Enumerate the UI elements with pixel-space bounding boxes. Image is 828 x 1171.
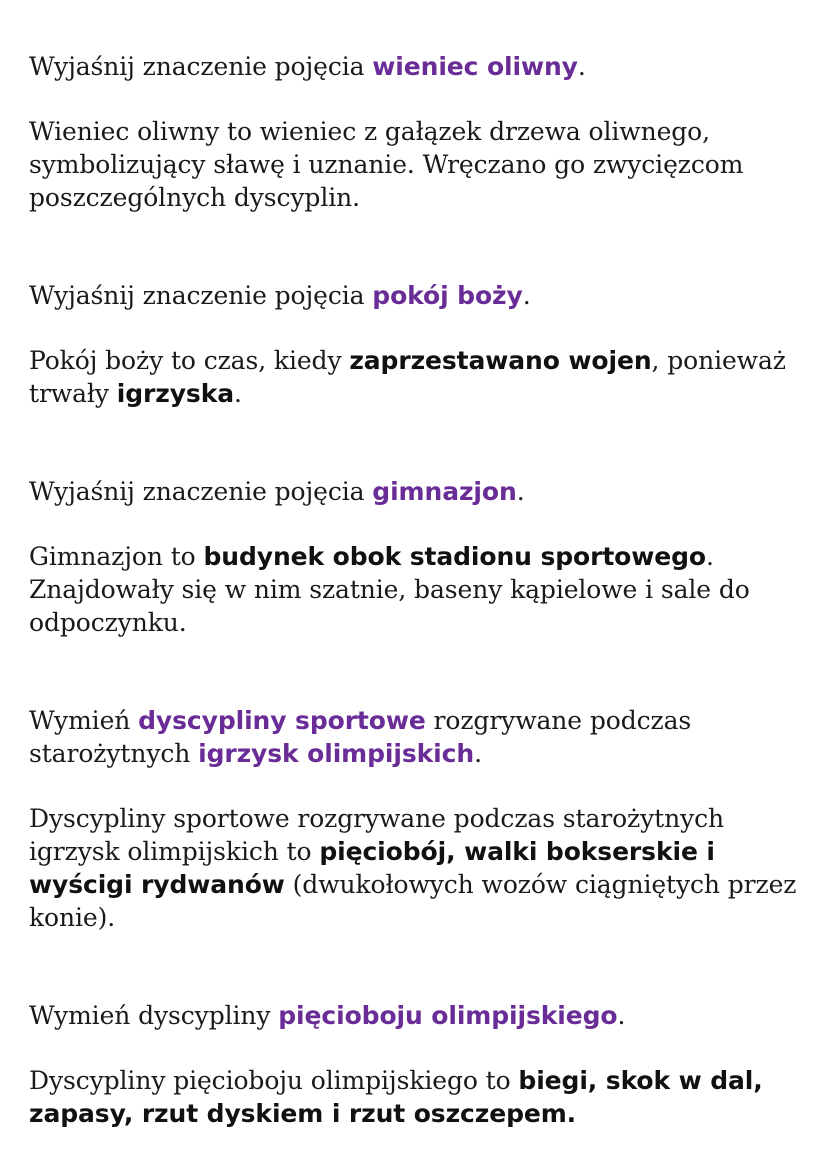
question-middle: rozgrywane podczas starożytnych [29,706,692,768]
answer-text [29,1064,809,1130]
question-prefix: Wymień [29,706,139,735]
question-prefix: Wymień dyscypliny [29,1001,279,1030]
question-term: dyscypliny sportowe [138,706,426,735]
qa-block-pokoj-bozy [29,279,809,410]
question-term: pięcioboju olimpijskiego [278,1001,618,1030]
question-prefix: Wyjaśnij znaczenie pojęcia [29,52,373,81]
question-prefix: Wyjaśnij znaczenie pojęcia [29,477,373,506]
answer-segment: (dwukołowych wozów ciągniętych przez konie). [29,870,797,932]
document-page [29,50,809,1130]
question-text [29,50,809,83]
answer-highlight: igrzyska [116,379,234,408]
answer-segment: Pokój boży to czas, kiedy [29,346,350,375]
question-suffix: . [516,477,525,506]
qa-block-pieciobój [29,999,809,1130]
question-term: gimnazjon [372,477,517,506]
question-text [29,475,809,508]
question-text [29,704,809,770]
answer-highlight: biegi, skok w dal, zapasy, rzut dyskiem i rzut oszczepem. [29,1066,763,1128]
answer-highlight: budynek obok stadionu sportowego [203,542,706,571]
qa-block-dyscypliny-sportowe [29,704,809,934]
answer-text [29,540,809,639]
question-term: igrzysk olimpijskich [198,739,475,768]
answer-segment: , ponieważ trwały [29,346,786,408]
question-suffix: . [474,739,482,768]
question-prefix: Wyjaśnij znaczenie pojęcia [29,281,373,310]
question-text [29,279,809,312]
question-term: pokój boży [372,281,523,310]
answer-segment: . Znajdowały się w nim szatnie, baseny kąpielowe i sale do odpoczynku. [29,542,750,637]
answer-segment: Gimnazjon to [29,542,204,571]
answer-text [29,344,809,410]
qa-block-wieniec-oliwny [29,50,809,214]
answer-segment: . [234,379,242,408]
answer-text [29,802,809,934]
answer-highlight: pięciobój, walki bokserskie i wyścigi rydwanów [29,837,715,899]
question-suffix: . [617,1001,626,1030]
answer-segment: Dyscypliny sportowe rozgrywane podczas starożytnych igrzysk olimpijskich to [29,804,725,866]
answer-highlight: zaprzestawano wojen [349,346,652,375]
answer-segment: Dyscypliny pięcioboju olimpijskiego to [29,1066,519,1095]
qa-block-gimnazjon [29,475,809,639]
answer-text: Wieniec oliwny to wieniec z gałązek drzewa oliwnego, symbolizujący sławę i uznanie. Wręczano go zwycięzcom poszczególnych dyscyplin. [29,117,744,212]
question-term: wieniec oliwny [372,52,578,81]
question-suffix: . [577,52,586,81]
question-text [29,999,809,1032]
question-suffix: . [522,281,531,310]
